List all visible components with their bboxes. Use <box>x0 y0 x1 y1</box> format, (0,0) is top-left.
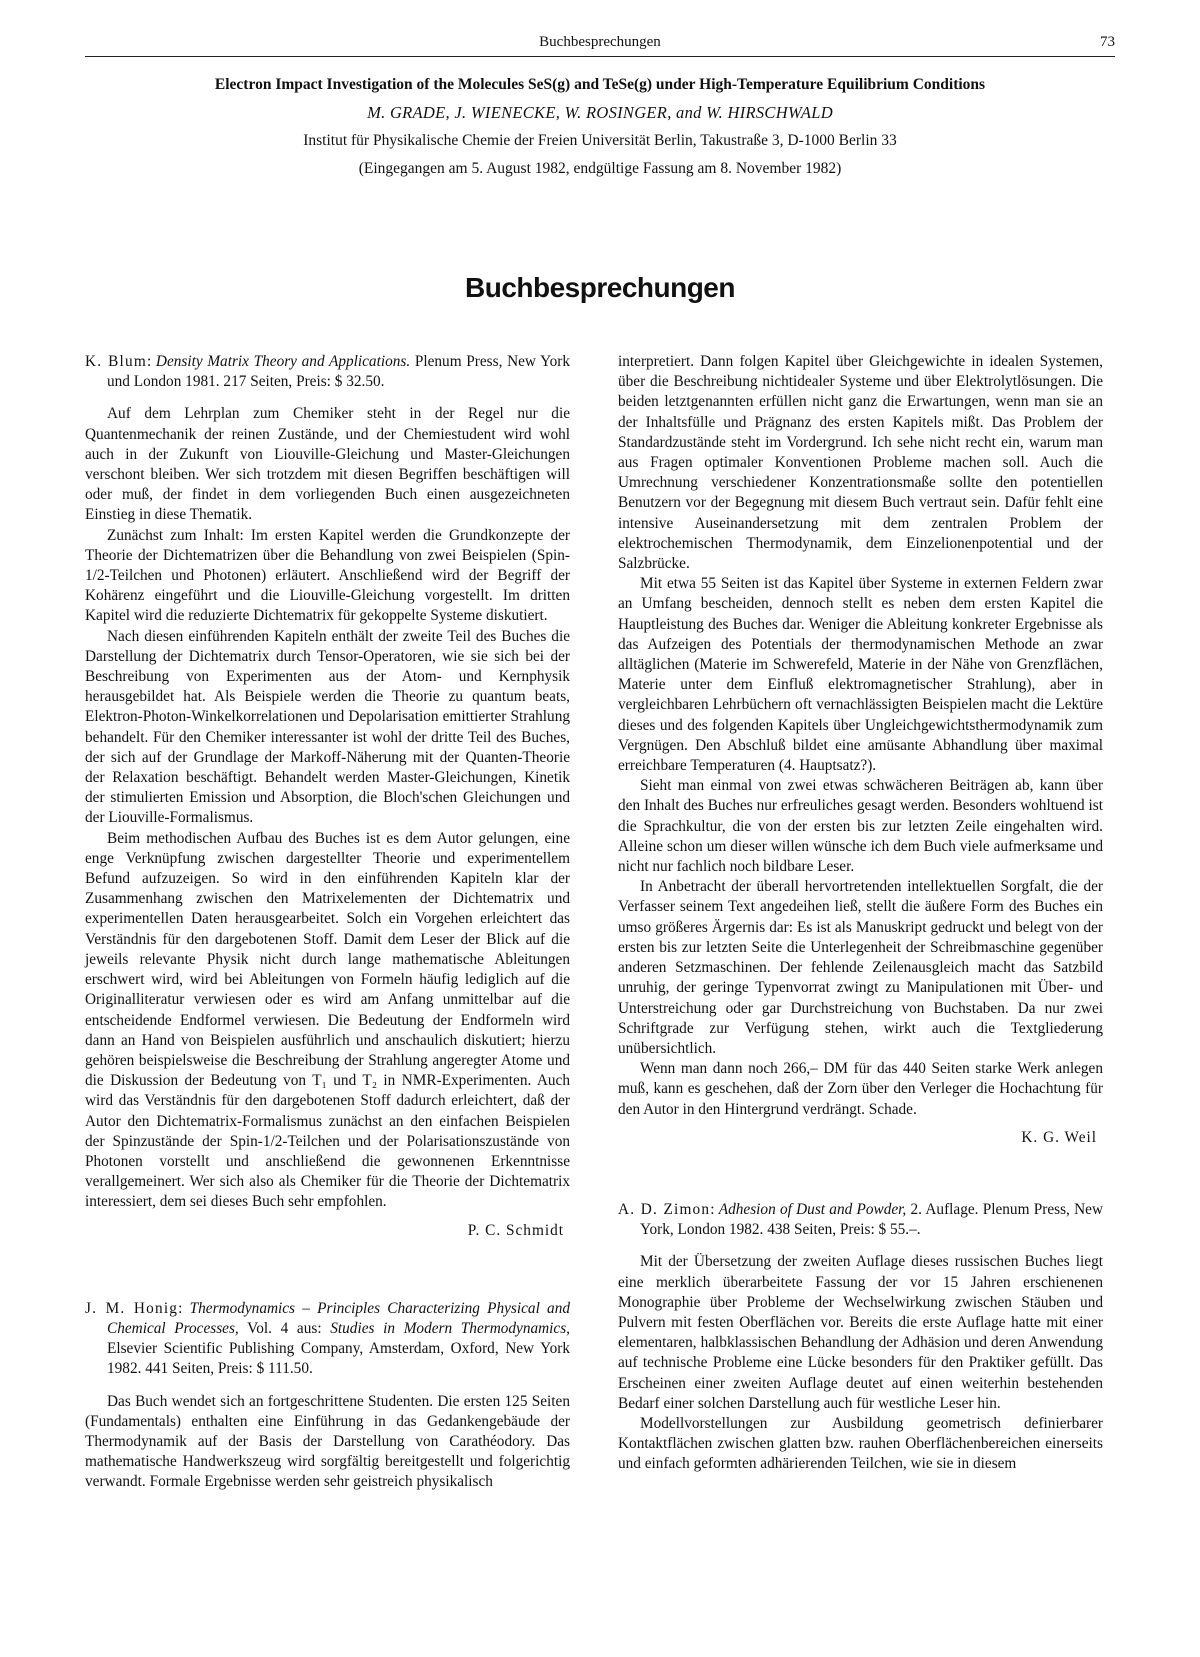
review-citation: J. M. Honig: Thermodynamics – Principles Characterizing Physical and Chemical Processes, Vol. 4 aus: Studies in Modern Thermodynamics, Elsevier Scientific Publishing Company, Amsterdam, Oxford, New York 1982. 441 Seiten, Preis: $ 111.50. <box>85 1299 571 1378</box>
review-paragraph: Wenn man dann noch 266,– DM für das 440 Seiten starke Werk anlegen muß, kann es geschehen, daß der Zorn über den Verleger die Hochachtung für den Autor in den Hintergrund verdrängt. Schade. <box>618 1060 1103 1118</box>
review-paragraph: Nach diesen einführenden Kapiteln enthält der zweite Teil des Buches die Darstellung der Dichtematrix durch Tensor-Operatoren, wie sie sich bei der Beschreibung von Experimenten aus der Atom- und Kernphysik herausgebildet hat. Als Beispiele werden die Theorie zu quantum beats, Elektron-Photon-Winkelkorrelationen und Depolarisation emittierter Strahlung behandelt. Für den Chemiker interessanter ist wohl der dritte Teil des Buches, der sich auf der Grundlage der Markoff-Näherung mit der Quanten-Theorie der Relaxation beschäftigt. Behandelt werden Master-Gleichungen, Kinetik der stimulierten Emission und Absorption, die Bloch'schen Gleichungen und der Liouville-Formalismus. <box>85 627 570 827</box>
review-paragraph: Sieht man einmal von zwei etwas schwächeren Beiträgen ab, kann über den Inhalt des Buches nur erfreuliches gesagt werden. Besonders wohltuend ist die Sprachkultur, die von der ersten bis zur letzten Zeile eingehalten wird. Alleine schon um dieser willen wünsche ich dem Buch viele aufmerksame und nicht nur fachlich noch bildbare Leser. <box>618 777 1103 876</box>
review-citation: A. D. Zimon: Adhesion of Dust and Powder, 2. Auflage. Plenum Press, New York, London 1982. 438 Seiten, Preis: $ 55.–. <box>618 1200 1103 1239</box>
page-header <box>85 34 1115 52</box>
review-paragraph: Auf dem Lehrplan zum Chemiker steht in der Regel nur die Quantenmechanik der reinen Zustände, und der Chemiestudent wird wohl auch in der Zukunft von Liouville-Gleichung und Master-Gleichungen verschont bleiben. Wer sich trotzdem mit diesen Begriffen beschäftigen will oder muß, der findet in dem vorliegenden Buch einen ausgezeichneten Einstieg in diese Thematik. <box>85 405 570 524</box>
paper-authors: M. GRADE, J. WIENECKE, W. ROSINGER, and W. HIRSCHWALD <box>367 103 833 122</box>
book-series: Studies in Modern Thermodynamics, <box>330 1319 570 1337</box>
book-publisher: Elsevier Scientific Publishing Company, Amsterdam, Oxford, New York 1982. 441 Seiten, Preis: $ 111.50. <box>107 1340 570 1378</box>
review-paragraph: Beim methodischen Aufbau des Buches ist es dem Autor gelungen, eine enge Verknüpfung zwischen dargestellter Theorie und experimentellem Befund aufzuzeigen. So wird in den einführenden Kapiteln klar der Zusammenhang zwischen den Matrixelementen der Dichtematrix und experimentellen Daten herausgearbeitet. Solch ein Vorgehen erleichtert das Verständnis für den dargebotenen Stoff. Damit dem Leser der Blick auf die jeweils relevante Physik nicht durch lange mathematische Ableitungen erschwert wird, wird bei Ableitungen von Formeln häufig lediglich auf die Originalliteratur verwiesen oder es wird am Anfang unmittelbar auf die entscheidende Endformel verwiesen. Die Bedeutung der Endformeln wird dann an Hand von Beispielen ausführlich und anschaulich diskutiert; hierzu gehören beispielsweise die Beschreibung der Strahlung angeregter Atome und die Diskussion der Bedeutung von T₁ und T₂ in NMR-Experimenten. Auch wird das Verständnis für den dargebotenen Stoff dadurch erleichtert, daß der Autor den Dichtematrix-Formalismus zunächst an den einfachen Beispielen der Spinzustände der Spin-1/2-Teilchen und der Polarisationszustände von Photonen vorstellt und anschließend die gewonnenen Erkenntnisse verallgemeinert. Wer sich also als Chemiker für die Theorie der Dichtematrix interessiert, dem sei dieses Buch sehr empfohlen. <box>85 829 570 1211</box>
right-column <box>618 352 1103 1475</box>
review-author: K. Blum <box>85 353 147 370</box>
paper-received-date: (Eingegangen am 5. August 1982, endgültige Fassung am 8. November 1982) <box>358 160 842 177</box>
paper-title: Electron Impact Investigation of the Molecules SeS(g) and TeSe(g) under High-Temperature Equilibrium Conditions <box>214 76 986 93</box>
page-number: 73 <box>1100 34 1115 50</box>
series-prefix: Vol. 4 aus: <box>238 1319 331 1337</box>
header-rule <box>85 56 1115 57</box>
running-title: Buchbesprechungen <box>539 34 661 50</box>
review-paragraph: In Anbetracht der überall hervortretenden intellektuellen Sorgfalt, die der Verfasser seinem Text angedeihen ließ, stellt die äußere Form des Buches ein umso größeres Ärgernis dar: Es ist als Manuskript gedruckt und belegt von der ersten bis zur letzten Seite die Unterlegenheit der Schreibmaschine gegenüber anderen Setzmaschinen. Der fehlende Zeilenausgleich macht das Satzbild unruhig, der geringe Typenvorrat zwingt zu Manipulationen mit Über- und Unterstreichung oder gar Durchstreichung von Buchstaben. Da nur zwei Schriftgrade zur Verfügung stehen, wirkt auch die Textgliederung unübersichtlich. <box>618 878 1103 1057</box>
reviewer-signature: K. G. Weil <box>1021 1128 1097 1146</box>
review-citation: K. Blum: Density Matrix Theory and Applications. Plenum Press, New York und London 1981. 217 Seiten, Preis: $ 32.50. <box>85 353 570 391</box>
review-paragraph: Mit der Übersetzung der zweiten Auflage dieses russischen Buches liegt eine merklich überarbeitete Fassung der vor 15 Jahren erschienenen Monographie über Probleme der Wechselwirkung zwischen Stäuben und Pulvern mit festen Oberflächen vor. Bereits die erste Auflage hatte mit einer elementaren, halbklassischen Behandlung der Adhäsion und deren Anwendung auf technische Probleme eine Lücke besonders für den Praktiker gefüllt. Das Erscheinen einer zweiten Auflage deutet auf einen weiterhin bestehenden Bedarf einer solchen Darstellung auch für westliche Leser hin. <box>618 1253 1103 1412</box>
review-paragraph: Mit etwa 55 Seiten ist das Kapitel über Systeme in externen Feldern zwar an Umfang bescheiden, dennoch stellt es neben dem ersten Kapitel die Hauptleistung des Buches dar. Weniger die Ableitung konkreter Ergebnisse als das Aufzeigen des Potentials der thermodynamischen Methode an zwar alltäglichen (Materie im Schwerefeld, Materie in der Nähe von Grenzflächen, Materie unter dem Einfluß elektromagnetischer Strahlung), aber in vergleichbaren Lehrbüchern oft vernachlässigten Beispielen macht die Lektüre dieses und des folgenden Kapitels über Ungleichgewichtsthermodynamik zum Vergnügen. Den Abschluß bildet eine amüsante Abhandlung über maximal erreichbare Temperaturen (4. Hauptsatz?). <box>618 575 1103 775</box>
left-column <box>85 352 570 1493</box>
review-paragraph: Zunächst zum Inhalt: Im ersten Kapitel werden die Grundkonzepte der Theorie der Dichtematrizen über die Behandlung von zwei Beispielen (Spin-1/2-Teilchen und Photonen) erläutert. Anschließend wird der Begriff der Kohärenz eingeführt und die Liouville-Gleichung vorgestellt. Im dritten Kapitel wird die reduzierte Dichtematrix für gekoppelte Systeme diskutiert. <box>85 526 570 625</box>
review-author: J. M. Honig <box>85 1299 179 1317</box>
reviewer-signature: P. C. Schmidt <box>467 1221 564 1239</box>
review-author: A. D. Zimon <box>618 1200 711 1218</box>
review-paragraph-continued: interpretiert. Dann folgen Kapitel über Gleichgewichte in idealen Systemen, über die Beschreibung nichtidealer Systeme und über Elektrolytlösungen. Die beiden letztgenannten erfüllen nicht ganz die Erwartungen, wenn man sie an der Inhaltsfülle und Prägnanz des ersten Kapitels mißt. Das Problem der Standardzustände steht im Vordergrund. Ich sehe nicht recht ein, warum man aus Fragen optimaler Konventionen Probleme machen soll. Auch die Umrechnung verschiedener Konzentrationsmaße sollte den potentiellen Benutzern vor der Begegnung mit diesem Buch vertraut sein. Dafür fehlt eine intensive Auseinandersetzung mit dem zentralen Problem der elektrochemischen Thermodynamik, dem Einzelionenpotential und der Salzbrücke. <box>618 353 1103 573</box>
book-title: Adhesion of Dust and Powder, <box>718 1200 907 1218</box>
book-publisher: 2. Auflage. Plenum Press, New York, London 1982. 438 Seiten, Preis: $ 55.–. <box>640 1200 1103 1239</box>
book-publisher: Plenum Press, New York und London 1981. 217 Seiten, Preis: $ 32.50. <box>107 353 570 391</box>
section-heading: Buchbesprechungen <box>465 272 735 303</box>
review-paragraph: Das Buch wendet sich an fortgeschrittene Studenten. Die ersten 125 Seiten (Fundamentals) enthalten eine Einführung in das Gedankengebäude der Thermodynamik auf der Basis der Darstellung von Carathéodory. Das mathematische Handwerkszeug wird sorgfältig bereitgestellt und folgerichtig verwandt. Formale Ergebnisse werden sehr geistreich physikalisch <box>85 1392 570 1491</box>
book-title: Density Matrix Theory and Applications. <box>155 353 411 370</box>
paper-institution: Institut für Physikalische Chemie der Freien Universität Berlin, Takustraße 3, D-1000 Berlin 33 <box>303 132 897 149</box>
book-title: Thermodynamics – Principles Characterizing Physical and Chemical Processes, <box>107 1299 571 1337</box>
review-paragraph: Modellvorstellungen zur Ausbildung geometrisch definierbarer Kontaktflächen zwischen glatten bzw. rauhen Oberflächenbereichen einerseits und einfach geformten adhärierenden Teilchen, wie sie in diesem <box>618 1414 1103 1473</box>
